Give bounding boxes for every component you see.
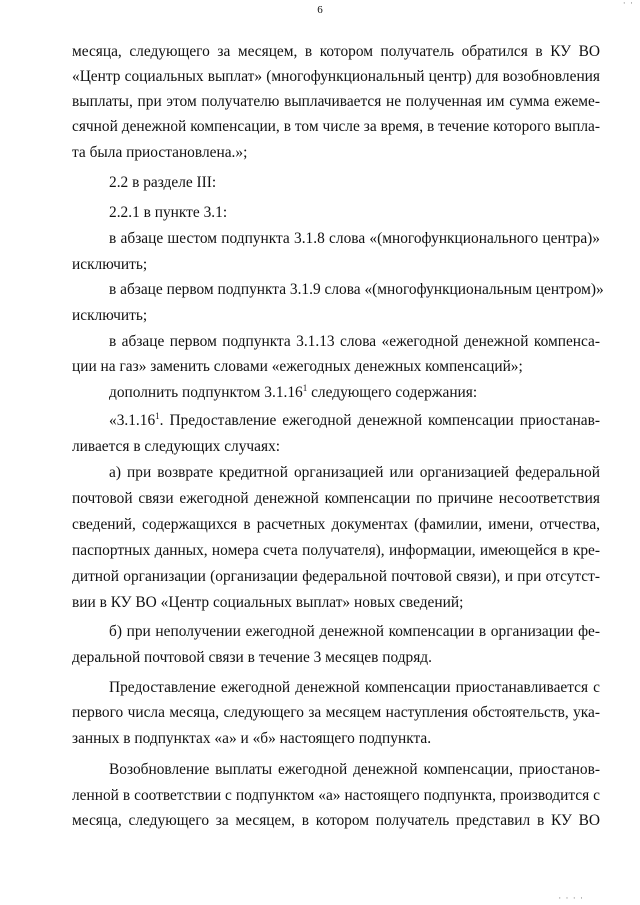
text-run: «3.1.16 [109,412,156,429]
text-line: исключить; [72,256,148,273]
text-line: месяца, следующего за месяцем, в котором получатель представил в КУ ВО [72,812,600,829]
scan-corner-mark: · · [622,0,634,8]
text-run: следующего содержания: [307,384,478,401]
text-line: почтовой связи ежегодной денежной компенсации по причине несоответствия [72,490,600,507]
text-line [109,383,477,403]
text-line: вии в КУ ВО «Центр социальных выплат» новых сведений; [72,594,464,611]
text-line: б) при неполучении ежегодной денежной компенсации в организации фе- [109,623,600,640]
text-line: в абзаце первом подпункта 3.1.13 слова «ежегодной денежной компенса- [109,333,600,350]
text-run: дополнить подпунктом 3.1.16 [109,384,303,401]
text-line: Возобновление выплаты ежегодной денежной компенсации, приостанов- [109,761,600,778]
text-line: в абзаце шестом подпункта 3.1.8 слова «(многофункционального центра)» [109,230,600,247]
scan-corner-mark: · · · · [558,893,584,903]
text-line: ливается в следующих случаях: [72,438,281,455]
text-line: ленной в соответствии с подпунктом «а» настоящего подпункта, производится с [72,787,600,804]
text-line: паспортных данных, номера счета получателя), информации, имеющейся в кре- [72,542,600,559]
text-line: деральной почтовой связи в течение 3 месяцев подряд. [72,649,432,666]
superscript: 1 [155,411,160,421]
text-line: та была приостановлена.»; [72,144,248,161]
text-line [109,411,600,431]
section-heading: 2.2 в разделе III: [109,174,217,191]
text-line: ции на газ» заменить словами «ежегодных денежных компенсаций»; [72,358,523,375]
text-line: «Центр социальных выплат» (многофункциональный центр) для возобновления [72,68,600,85]
page-number: 6 [317,4,323,16]
superscript: 1 [302,383,308,393]
text-line: сячной денежной компенсации, в том числе за время, в течение которого выпла- [72,118,600,135]
text-line: сведений, содержащихся в расчетных документах (фамилии, имени, отчества, [72,516,600,533]
text-line: выплаты, при этом получателю выплачивается не полученная им сумма ежеме- [72,93,600,110]
text-line: а) при возврате кредитной организацией или организацией федеральной [109,464,600,481]
text-line: дитной организации (организации федеральной почтовой связи), и при отсутст- [72,568,600,585]
text-line: первого числа месяца, следующего за месяцем наступления обстоятельств, ука- [72,704,600,721]
text-line: занных в подпунктах «а» и «б» настоящего подпункта. [72,730,432,747]
text-line: месяца, следующего за месяцем, в котором получатель обратился в КУ ВО [72,43,600,60]
item-heading: 2.2.1 в пункте 3.1: [109,204,228,221]
text-run: . Предоставление ежегодной денежной компенсации приостанав- [159,412,600,429]
text-line: в абзаце первом подпункта 3.1.9 слова «(многофункциональным центром)» [109,281,604,298]
text-line: исключить; [72,307,148,324]
text-line: Предоставление ежегодной денежной компенсации приостанавливается с [109,679,600,696]
